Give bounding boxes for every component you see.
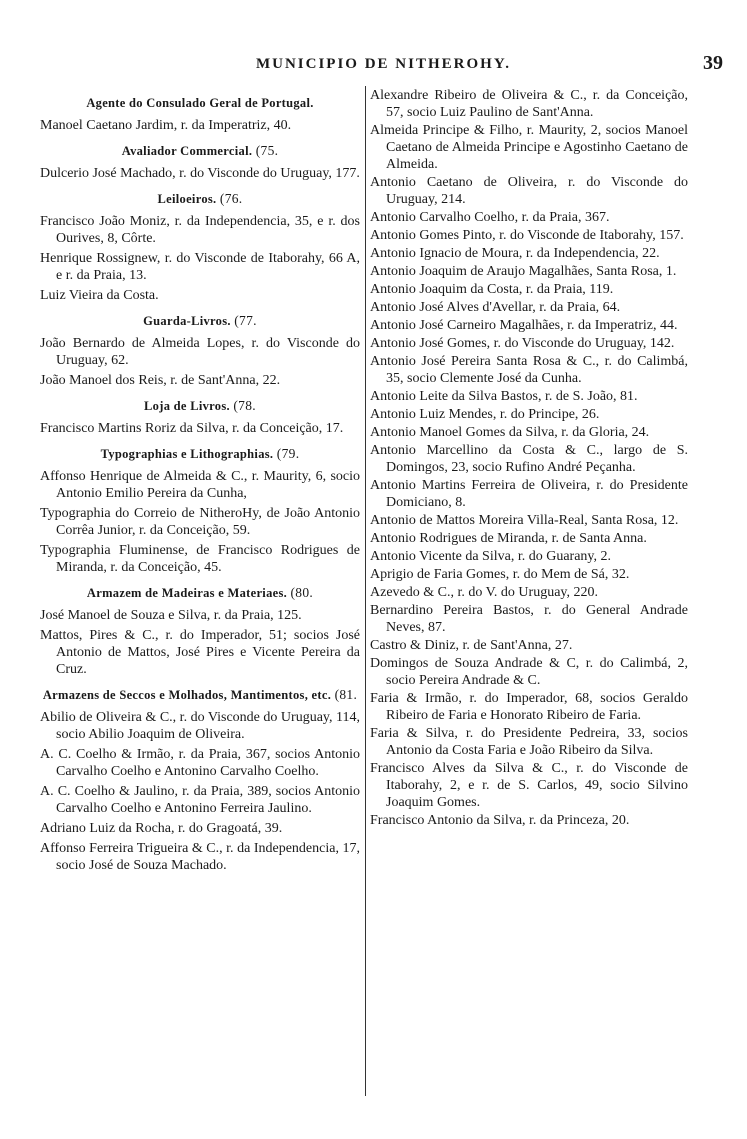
- directory-entry: Castro & Diniz, r. de Sant'Anna, 27.: [370, 638, 573, 653]
- directory-entry: Antonio José Pereira Santa Rosa & C., r. do Calimbá, 35, socio Clemente José da Cunha.: [370, 354, 688, 386]
- section-heading: [40, 142, 360, 160]
- right-column: [370, 86, 688, 1109]
- column-divider: [365, 86, 366, 1096]
- directory-entry: Antonio José Gomes, r. do Visconde do Uruguay, 142.: [370, 336, 675, 351]
- section-number: (79.: [276, 446, 300, 461]
- directory-entry: Antonio Caetano de Oliveira, r. do Visconde do Uruguay, 214.: [370, 175, 688, 207]
- directory-entry: Manoel Caetano Jardim, r. da Imperatriz, 40.: [40, 118, 292, 133]
- directory-entry: Antonio Marcellino da Costa & C., largo de S. Domingos, 23, socio Rufino André Peçanha.: [370, 443, 688, 475]
- section-number: (80.: [290, 585, 314, 600]
- directory-entry: Typographia do Correio de NitheroHy, de João Antonio Corrêa Junior, r. da Conceição, 59.: [40, 506, 360, 538]
- section-heading: [40, 190, 360, 208]
- directory-entry: Faria & Irmão, r. do Imperador, 68, socios Geraldo Ribeiro de Faria e Honorato Ribeiro de Faria.: [370, 691, 688, 723]
- directory-entry: A. C. Coelho & Irmão, r. da Praia, 367, socios Antonio Carvalho Coelho e Antonino Carvalho Coelho.: [40, 747, 360, 779]
- directory-entry: Antonio Leite da Silva Bastos, r. de S. João, 81.: [370, 389, 638, 404]
- section-heading: [40, 445, 360, 463]
- directory-entry: Affonso Ferreira Trigueira & C., r. da Independencia, 17, socio José de Souza Machado.: [40, 841, 360, 873]
- running-title: MUNICIPIO DE NITHEROHY.: [255, 56, 512, 72]
- page-header: [40, 52, 727, 78]
- directory-entry: Affonso Henrique de Almeida & C., r. Maurity, 6, socio Antonio Emilio Pereira da Cunha,: [40, 469, 360, 501]
- section-number: (76.: [219, 191, 243, 206]
- directory-entry: Francisco Antonio da Silva, r. da Princeza, 20.: [370, 813, 630, 828]
- directory-entry: A. C. Coelho & Jaulino, r. da Praia, 389, socios Antonio Carvalho Coelho e Antonino Ferreira Jaulino.: [40, 784, 360, 816]
- directory-entry: Domingos de Souza Andrade & C, r. do Calimbá, 2, socio Pereira Andrade & C.: [370, 656, 688, 688]
- section-number: (81.: [334, 687, 358, 702]
- directory-entry: Henrique Rossignew, r. do Visconde de Itaborahy, 66 A, e r. da Praia, 13.: [40, 251, 360, 283]
- left-column: [40, 86, 360, 1109]
- directory-entry: Antonio Joaquim da Costa, r. da Praia, 119.: [370, 282, 614, 297]
- section-heading: [40, 94, 360, 112]
- section-title: Agente do Consulado Geral de Portugal.: [86, 96, 314, 110]
- directory-entry: Francisco Martins Roriz da Silva, r. da Conceição, 17.: [40, 421, 344, 436]
- section-title: Avaliador Commercial.: [121, 144, 253, 158]
- directory-entry: Antonio Joaquim de Araujo Magalhães, Santa Rosa, 1.: [370, 264, 677, 279]
- directory-entry: Luiz Vieira da Costa.: [40, 288, 159, 303]
- section-heading: [40, 584, 360, 602]
- directory-entry: Almeida Principe & Filho, r. Maurity, 2, socios Manoel Caetano de Almeida Principe e Agostinho Caetano de Almeida.: [370, 123, 688, 172]
- section-title: Leiloeiros.: [157, 192, 217, 206]
- directory-entry: Antonio Gomes Pinto, r. do Visconde de Itaborahy, 157.: [370, 228, 684, 243]
- directory-entry: João Manoel dos Reis, r. de Sant'Anna, 22.: [40, 373, 281, 388]
- directory-entry: José Manoel de Souza e Silva, r. da Praia, 125.: [40, 608, 302, 623]
- directory-entry: Antonio Ignacio de Moura, r. da Independencia, 22.: [370, 246, 660, 261]
- section-heading: [40, 397, 360, 415]
- directory-entry: Abilio de Oliveira & C., r. do Visconde do Uruguay, 114, socio Abilio Joaquim de Oliveira.: [40, 710, 360, 742]
- section-number: (75.: [255, 143, 279, 158]
- directory-entry: Antonio Martins Ferreira de Oliveira, r. do Presidente Domiciano, 8.: [370, 478, 688, 510]
- directory-entry: Mattos, Pires & C., r. do Imperador, 51; socios José Antonio de Mattos, José Pires e Vicente Pereira da Cruz.: [40, 628, 360, 677]
- section-heading: [40, 312, 360, 330]
- directory-entry: Aprigio de Faria Gomes, r. do Mem de Sá, 32.: [370, 567, 630, 582]
- directory-entry: Antonio José Carneiro Magalhães, r. da Imperatriz, 44.: [370, 318, 678, 333]
- section-number: (77.: [234, 313, 257, 328]
- directory-entry: Antonio Carvalho Coelho, r. da Praia, 367.: [370, 210, 610, 225]
- directory-entry: Bernardino Pereira Bastos, r. do General Andrade Neves, 87.: [370, 603, 688, 635]
- directory-entry: Antonio Manoel Gomes da Silva, r. da Gloria, 24.: [370, 425, 650, 440]
- directory-entry: Alexandre Ribeiro de Oliveira & C., r. da Conceição, 57, socio Luiz Paulino de Sant'Anna.: [370, 88, 688, 120]
- directory-entry: Typographia Fluminense, de Francisco Rodrigues de Miranda, r. da Conceição, 45.: [40, 543, 360, 575]
- directory-entry: Antonio José Alves d'Avellar, r. da Praia, 64.: [370, 300, 621, 315]
- section-title: Armazem de Madeiras e Materiaes.: [86, 586, 288, 600]
- section-title: Loja de Livros.: [144, 399, 230, 413]
- directory-entry: Antonio de Mattos Moreira Villa-Real, Santa Rosa, 12.: [370, 513, 679, 528]
- directory-entry: Antonio Vicente da Silva, r. do Guarany, 2.: [370, 549, 612, 564]
- section-number: (78.: [233, 398, 256, 413]
- section-title: Typographias e Lithographias.: [100, 447, 274, 461]
- section-title: Armazens de Seccos e Molhados, Mantimentos, etc.: [42, 688, 332, 702]
- directory-entry: Adriano Luiz da Rocha, r. do Gragoatá, 39.: [40, 821, 283, 836]
- directory-entry: Francisco Alves da Silva & C., r. do Visconde de Itaborahy, 2, e r. de S. Carlos, 49, socio Silvino Joaquim Gomes.: [370, 761, 688, 810]
- directory-entry: João Bernardo de Almeida Lopes, r. do Visconde do Uruguay, 62.: [40, 336, 360, 368]
- section-heading: [40, 686, 360, 704]
- directory-entry: Francisco João Moniz, r. da Independencia, 35, e r. dos Ourives, 8, Côrte.: [40, 214, 360, 246]
- page-number: 39: [703, 52, 723, 74]
- directory-entry: Antonio Rodrigues de Miranda, r. de Santa Anna.: [370, 531, 647, 546]
- section-title: Guarda-Livros.: [143, 314, 231, 328]
- directory-entry: Antonio Luiz Mendes, r. do Principe, 26.: [370, 407, 600, 422]
- directory-entry: Faria & Silva, r. do Presidente Pedreira, 33, socios Antonio da Costa Faria e João Ribeiro da Silva.: [370, 726, 688, 758]
- directory-entry: Azevedo & C., r. do V. do Uruguay, 220.: [370, 585, 598, 600]
- directory-entry: Dulcerio José Machado, r. do Visconde do Uruguay, 177.: [40, 166, 360, 181]
